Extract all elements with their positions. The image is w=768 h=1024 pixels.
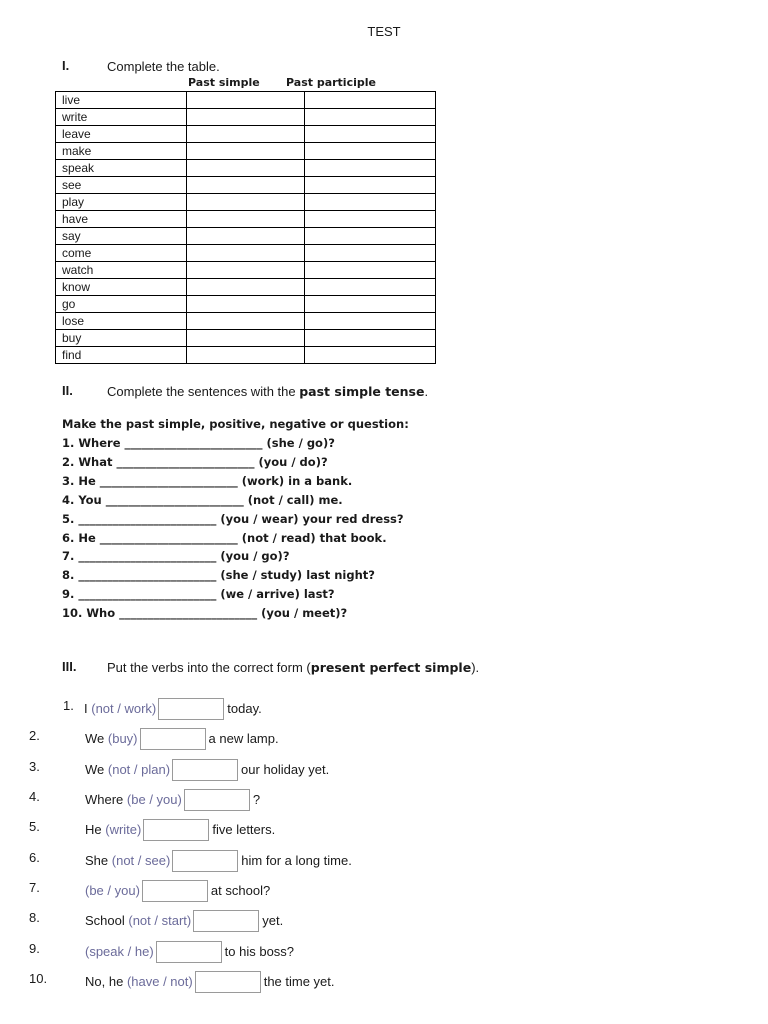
past-participle-cell[interactable] bbox=[305, 160, 436, 177]
answer-input-box[interactable] bbox=[172, 850, 238, 872]
item-rest: him for a long time. bbox=[241, 853, 352, 868]
verb-cell: watch bbox=[56, 262, 187, 279]
item-number: 9. bbox=[29, 941, 40, 956]
sentence-item: 3. He ________________________ (work) in a bank. bbox=[62, 474, 353, 488]
past-participle-cell[interactable] bbox=[305, 296, 436, 313]
past-participle-cell[interactable] bbox=[305, 126, 436, 143]
section-2-instruction-text: Complete the sentences with the bbox=[107, 384, 300, 399]
sentence-item: 6. He ________________________ (not / read) that book. bbox=[62, 531, 387, 545]
sentence-item: 9. ________________________ (we / arrive) last? bbox=[62, 587, 335, 601]
item-rest: a new lamp. bbox=[208, 731, 279, 746]
item-hint: (be / you) bbox=[85, 883, 140, 898]
exercise-item bbox=[85, 759, 329, 781]
item-number: 8. bbox=[29, 910, 40, 925]
past-simple-cell[interactable] bbox=[187, 228, 305, 245]
item-rest: yet. bbox=[262, 913, 284, 928]
past-simple-cell[interactable] bbox=[187, 279, 305, 296]
answer-input-box[interactable] bbox=[184, 789, 250, 811]
verb-table bbox=[55, 91, 436, 364]
exercise-item bbox=[84, 698, 262, 720]
past-simple-cell[interactable] bbox=[187, 296, 305, 313]
item-subject: School bbox=[85, 913, 125, 928]
item-number: 6. bbox=[29, 850, 40, 865]
item-hint: (buy) bbox=[107, 731, 138, 746]
answer-input-box[interactable] bbox=[140, 728, 206, 750]
exercise-item bbox=[85, 910, 283, 932]
table-row bbox=[56, 347, 436, 364]
item-number: 1. bbox=[63, 698, 74, 713]
item-hint: (not / plan) bbox=[107, 762, 171, 777]
item-number: 4. bbox=[29, 789, 40, 804]
item-rest: at school? bbox=[210, 883, 271, 898]
exercise-item bbox=[85, 819, 275, 841]
verb-cell: lose bbox=[56, 313, 187, 330]
past-participle-cell[interactable] bbox=[305, 262, 436, 279]
past-simple-cell[interactable] bbox=[187, 92, 305, 109]
item-hint: (not / start) bbox=[128, 913, 192, 928]
verb-cell: live bbox=[56, 92, 187, 109]
exercise-item bbox=[85, 880, 270, 902]
item-number: 7. bbox=[29, 880, 40, 895]
verb-cell: buy bbox=[56, 330, 187, 347]
sentence-item: 10. Who ________________________ (you / meet)? bbox=[62, 606, 348, 620]
table-row bbox=[56, 126, 436, 143]
section-3-instruction-bold: present perfect simple bbox=[310, 660, 472, 675]
past-simple-cell[interactable] bbox=[187, 245, 305, 262]
table-row bbox=[56, 177, 436, 194]
item-number: 3. bbox=[29, 759, 40, 774]
exercise-item bbox=[85, 728, 279, 750]
table-row bbox=[56, 109, 436, 126]
past-simple-cell[interactable] bbox=[187, 211, 305, 228]
table-row bbox=[56, 228, 436, 245]
past-simple-cell[interactable] bbox=[187, 160, 305, 177]
past-simple-cell[interactable] bbox=[187, 313, 305, 330]
table-row bbox=[56, 245, 436, 262]
verb-cell: find bbox=[56, 347, 187, 364]
sentence-item: 1. Where ________________________ (she / go)? bbox=[62, 436, 335, 450]
table-row bbox=[56, 211, 436, 228]
sentence-item: 7. ________________________ (you / go)? bbox=[62, 549, 290, 563]
past-participle-cell[interactable] bbox=[305, 92, 436, 109]
table-row bbox=[56, 296, 436, 313]
past-simple-cell[interactable] bbox=[187, 109, 305, 126]
section-3-instruction-text: Put the verbs into the correct form ( bbox=[107, 660, 311, 675]
verb-cell: speak bbox=[56, 160, 187, 177]
past-simple-cell[interactable] bbox=[187, 262, 305, 279]
answer-input-box[interactable] bbox=[156, 941, 222, 963]
item-rest: five letters. bbox=[212, 822, 276, 837]
sentence-item: 8. ________________________ (she / study) last night? bbox=[62, 568, 375, 582]
past-participle-cell[interactable] bbox=[305, 143, 436, 160]
item-subject: We bbox=[85, 762, 105, 777]
verb-cell: know bbox=[56, 279, 187, 296]
item-rest: today. bbox=[227, 701, 262, 716]
past-simple-cell[interactable] bbox=[187, 347, 305, 364]
table-row bbox=[56, 194, 436, 211]
column-header-past-participle: Past participle bbox=[286, 76, 376, 89]
column-header-past-simple: Past simple bbox=[188, 76, 260, 89]
past-simple-cell[interactable] bbox=[187, 194, 305, 211]
exercise-item bbox=[85, 941, 294, 963]
item-subject: She bbox=[85, 853, 109, 868]
past-participle-cell[interactable] bbox=[305, 313, 436, 330]
past-simple-cell[interactable] bbox=[187, 143, 305, 160]
item-subject: Where bbox=[85, 792, 124, 807]
table-row bbox=[56, 160, 436, 177]
exercise-item bbox=[85, 789, 260, 811]
sentence-item: 4. You ________________________ (not / call) me. bbox=[62, 493, 343, 507]
item-hint: (not / see) bbox=[111, 853, 171, 868]
item-hint: (speak / he) bbox=[85, 944, 154, 959]
section-1-instruction: Complete the table. bbox=[107, 59, 220, 74]
section-2-instruction bbox=[107, 384, 428, 399]
item-subject: No, he bbox=[85, 974, 124, 989]
answer-input-box[interactable] bbox=[142, 880, 208, 902]
past-participle-cell[interactable] bbox=[305, 177, 436, 194]
past-participle-cell[interactable] bbox=[305, 330, 436, 347]
section-1-number: I. bbox=[62, 58, 70, 73]
past-participle-cell[interactable] bbox=[305, 279, 436, 296]
table-row bbox=[56, 92, 436, 109]
item-subject: We bbox=[85, 731, 105, 746]
table-row bbox=[56, 262, 436, 279]
exercise-item bbox=[85, 971, 335, 993]
item-rest: the time yet. bbox=[263, 974, 335, 989]
verb-cell: say bbox=[56, 228, 187, 245]
verb-cell: leave bbox=[56, 126, 187, 143]
item-hint: (have / not) bbox=[126, 974, 193, 989]
table-row bbox=[56, 143, 436, 160]
past-participle-cell[interactable] bbox=[305, 347, 436, 364]
exercise-item bbox=[85, 850, 352, 872]
section-2-number: II. bbox=[62, 383, 73, 398]
verb-cell: play bbox=[56, 194, 187, 211]
section-3-instruction bbox=[107, 660, 479, 675]
item-number: 5. bbox=[29, 819, 40, 834]
table-row bbox=[56, 279, 436, 296]
answer-input-box[interactable] bbox=[193, 910, 259, 932]
answer-input-box[interactable] bbox=[172, 759, 238, 781]
answer-input-box[interactable] bbox=[195, 971, 261, 993]
item-rest: to his boss? bbox=[224, 944, 295, 959]
page-title: TEST bbox=[367, 24, 401, 39]
past-participle-cell[interactable] bbox=[305, 245, 436, 262]
item-hint: (be / you) bbox=[126, 792, 182, 807]
verb-cell: write bbox=[56, 109, 187, 126]
item-rest: ? bbox=[252, 792, 261, 807]
item-number: 10. bbox=[29, 971, 48, 986]
table-row bbox=[56, 330, 436, 347]
section-2-instruction-bold: past simple tense bbox=[299, 384, 425, 399]
item-subject: He bbox=[85, 822, 102, 837]
past-simple-cell[interactable] bbox=[187, 126, 305, 143]
verb-cell: come bbox=[56, 245, 187, 262]
item-subject: I bbox=[84, 701, 88, 716]
item-number: 2. bbox=[29, 728, 40, 743]
table-row bbox=[56, 313, 436, 330]
sentence-item: 5. ________________________ (you / wear) your red dress? bbox=[62, 512, 404, 526]
past-participle-cell[interactable] bbox=[305, 228, 436, 245]
past-participle-cell[interactable] bbox=[305, 211, 436, 228]
section-2-subheading: Make the past simple, positive, negative or question: bbox=[62, 417, 409, 431]
verb-cell: see bbox=[56, 177, 187, 194]
past-simple-cell[interactable] bbox=[187, 177, 305, 194]
verb-cell: have bbox=[56, 211, 187, 228]
past-participle-cell[interactable] bbox=[305, 109, 436, 126]
section-3-number: III. bbox=[62, 659, 77, 674]
verb-cell: go bbox=[56, 296, 187, 313]
section-2-instruction-end: . bbox=[424, 384, 429, 399]
sentence-item: 2. What ________________________ (you / do)? bbox=[62, 455, 328, 469]
verb-cell: make bbox=[56, 143, 187, 160]
section-3-instruction-end: ). bbox=[471, 660, 480, 675]
past-simple-cell[interactable] bbox=[187, 330, 305, 347]
answer-input-box[interactable] bbox=[158, 698, 224, 720]
past-participle-cell[interactable] bbox=[305, 194, 436, 211]
item-hint: (not / work) bbox=[91, 701, 157, 716]
item-rest: our holiday yet. bbox=[241, 762, 330, 777]
answer-input-box[interactable] bbox=[143, 819, 209, 841]
item-hint: (write) bbox=[105, 822, 142, 837]
